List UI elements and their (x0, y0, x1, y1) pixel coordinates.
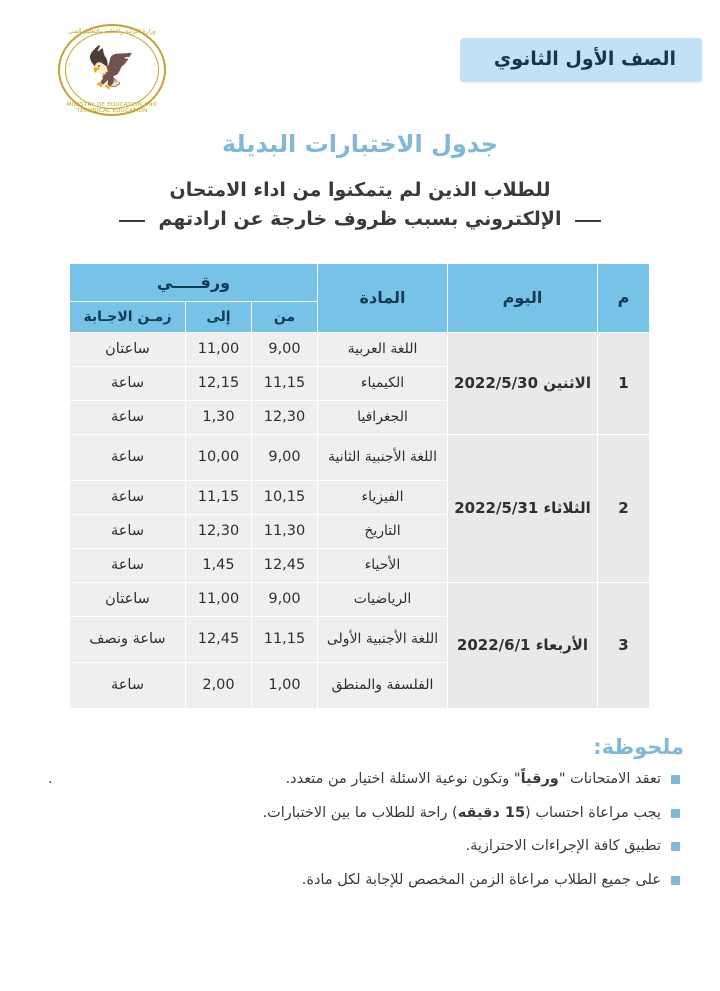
cell-from: 11,15 (252, 366, 318, 400)
page-header (0, 0, 720, 120)
th-to: إلى (186, 301, 252, 332)
note-item (30, 803, 690, 825)
notes-title: ملحوظة: (593, 734, 684, 759)
cell-duration: ساعتان (69, 582, 185, 616)
cell-subject: الرياضيات (318, 582, 448, 616)
emblem-bottom-text: MINISTRY OF EDUCATION AND TECHNICAL EDUCATION (66, 102, 158, 114)
notes-trailing-dot: . (48, 770, 53, 787)
cell-index: 2 (598, 434, 650, 582)
note-text: تعقد الامتحانات "ورقياً" وتكون نوعية الاسئلة اختيار من متعدد. (285, 770, 661, 787)
cell-subject: التاريخ (318, 514, 448, 548)
cell-duration: ساعة (69, 548, 185, 582)
cell-from: 10,15 (252, 480, 318, 514)
eagle-icon: 🦅 (86, 45, 136, 91)
cell-to: 2,00 (186, 662, 252, 708)
cell-duration: ساعة (69, 480, 185, 514)
cell-from: 9,00 (252, 332, 318, 366)
table-row (69, 332, 649, 366)
th-day: اليوم (448, 263, 598, 332)
th-from: من (252, 301, 318, 332)
cell-from: 12,30 (252, 400, 318, 434)
emblem-top-text: وزارة التربية والتعليم والتعليم الفني (68, 28, 156, 35)
emblem-ring-text (52, 22, 172, 118)
table-row (69, 582, 649, 616)
notes-section (30, 735, 690, 892)
note-item (30, 836, 690, 858)
cell-day: الاثنين 2022/5/30 (448, 332, 598, 434)
schedule-table-wrap (70, 263, 650, 709)
cell-subject: الجغرافيا (318, 400, 448, 434)
subtitle-line-1: للطلاب الذين لم يتمكنوا من اداء الامتحان (169, 179, 551, 201)
note-text: تطبيق كافة الإجراءات الاحترازية. (465, 838, 661, 855)
cell-index: 3 (598, 582, 650, 708)
cell-subject: الأحياء (318, 548, 448, 582)
cell-from: 12,45 (252, 548, 318, 582)
notes-list (30, 769, 690, 892)
cell-day: الأربعاء 2022/6/1 (448, 582, 598, 708)
cell-subject: اللغة الأجنبية الثانية (318, 434, 448, 480)
bullet-icon (671, 809, 680, 818)
cell-subject: الكيمياء (318, 366, 448, 400)
cell-from: 9,00 (252, 434, 318, 480)
th-answer-time: زمـن الاجـابة (69, 301, 185, 332)
cell-duration: ساعة (69, 514, 185, 548)
table-header-row-1 (69, 263, 649, 301)
th-m: م (598, 263, 650, 332)
cell-index: 1 (598, 332, 650, 434)
schedule-table (69, 263, 650, 709)
cell-subject: الفيزياء (318, 480, 448, 514)
cell-duration: ساعة (69, 366, 185, 400)
bullet-icon (671, 775, 680, 784)
cell-to: 11,00 (186, 332, 252, 366)
bullet-icon (671, 842, 680, 851)
cell-to: 12,30 (186, 514, 252, 548)
cell-duration: ساعتان (69, 332, 185, 366)
cell-to: 12,15 (186, 366, 252, 400)
note-text: على جميع الطلاب مراعاة الزمن المخصص للإجابة لكل مادة. (301, 872, 661, 889)
cell-subject: اللغة العربية (318, 332, 448, 366)
cell-from: 9,00 (252, 582, 318, 616)
cell-to: 1,30 (186, 400, 252, 434)
subtitle-line-2: الإلكتروني بسبب ظروف خارجة عن ارادتهم (159, 205, 562, 234)
bullet-icon (671, 876, 680, 885)
cell-to: 1,45 (186, 548, 252, 582)
page-subtitle (0, 176, 720, 235)
th-group-paper: ورقـــــي (69, 263, 317, 301)
cell-duration: ساعة (69, 662, 185, 708)
page-title: جدول الاختبارات البديلة (221, 130, 499, 158)
cell-to: 12,45 (186, 616, 252, 662)
cell-duration: ساعة (69, 434, 185, 480)
cell-from: 11,15 (252, 616, 318, 662)
cell-day: الثلاثاء 2022/5/31 (448, 434, 598, 582)
cell-subject: اللغة الأجنبية الأولى (318, 616, 448, 662)
note-item (30, 870, 690, 892)
ministry-emblem-logo (52, 22, 172, 118)
cell-duration: ساعة ونصف (69, 616, 185, 662)
cell-to: 11,15 (186, 480, 252, 514)
grade-badge: الصف الأول الثانوي (460, 38, 702, 82)
cell-duration: ساعة (69, 400, 185, 434)
cell-subject: الفلسفة والمنطق (318, 662, 448, 708)
cell-to: 11,00 (186, 582, 252, 616)
table-row (69, 434, 649, 480)
schedule-table-body (69, 332, 649, 708)
cell-from: 11,30 (252, 514, 318, 548)
cell-to: 10,00 (186, 434, 252, 480)
note-text: يجب مراعاة احتساب (15 دقيقه) راحة للطلاب ما بين الاختبارات. (262, 804, 661, 821)
cell-from: 1,00 (252, 662, 318, 708)
th-subject: المادة (318, 263, 448, 332)
note-item (30, 769, 690, 791)
